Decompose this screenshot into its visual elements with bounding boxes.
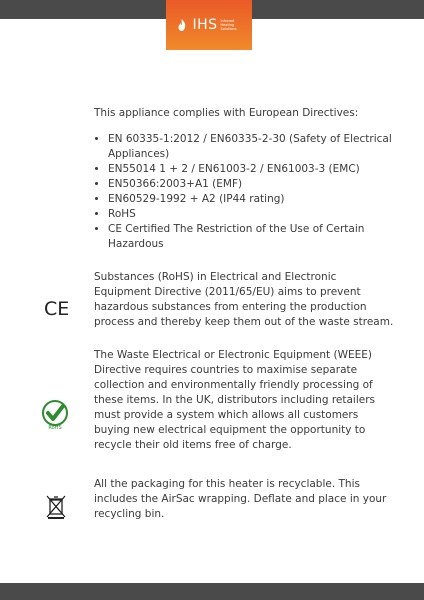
directive-item: • RoHS (108, 207, 394, 222)
ce-mark-label: CE (44, 298, 70, 318)
rohs-paragraph: Substances (RoHS) in Electrical and Electronic Equipment Directive (2011/65/EU) aims to prevent hazardous substances from entering the production process and thereby keep them out of the waste stream. (94, 271, 394, 328)
rohs-label: RoHS (48, 425, 62, 430)
weee-paragraph: The Waste Electrical or Electronic Equipment (WEEE) Directive requires countries to maximise separate collection and environmentally friendly processing of these items. In the UK, distributors including retailers must provide a system which allows all customers buying new electrical equipment the opportunity to recycle their old items free of charge. (94, 349, 375, 451)
logo (166, 0, 252, 50)
directive-item: • EN60529-1992 + A2 (IP44 rating) (108, 192, 394, 207)
logo-subtext: Infrared Heating Solutions (220, 19, 237, 31)
intro-text: This appliance complies with European Directives: (94, 107, 359, 119)
bottom-band (0, 583, 424, 600)
packaging-paragraph: All the packaging for this heater is recyclable. This includes the AirSac wrapping. Deflate and place in your recycling bin. (94, 478, 387, 520)
flame-icon (175, 18, 189, 32)
directive-item: • EN 60335-1:2012 / EN60335-2-30 (Safety of Electrical Appliances) (108, 132, 394, 162)
logo-text: IHS (192, 17, 218, 33)
compliance-content (94, 106, 394, 522)
directive-item: • EN50366:2003+A1 (EMF) (108, 177, 394, 192)
ce-mark-icon (44, 298, 70, 318)
directive-item: • EN55014 1 + 2 / EN61003-2 / EN61003-3 (EMC) (108, 162, 394, 177)
crossed-bin-icon (44, 494, 68, 520)
directive-item: • CE Certified The Restriction of the Use of Certain Hazardous (108, 222, 394, 252)
rohs-check-icon (40, 400, 70, 430)
directives-list (94, 132, 394, 252)
